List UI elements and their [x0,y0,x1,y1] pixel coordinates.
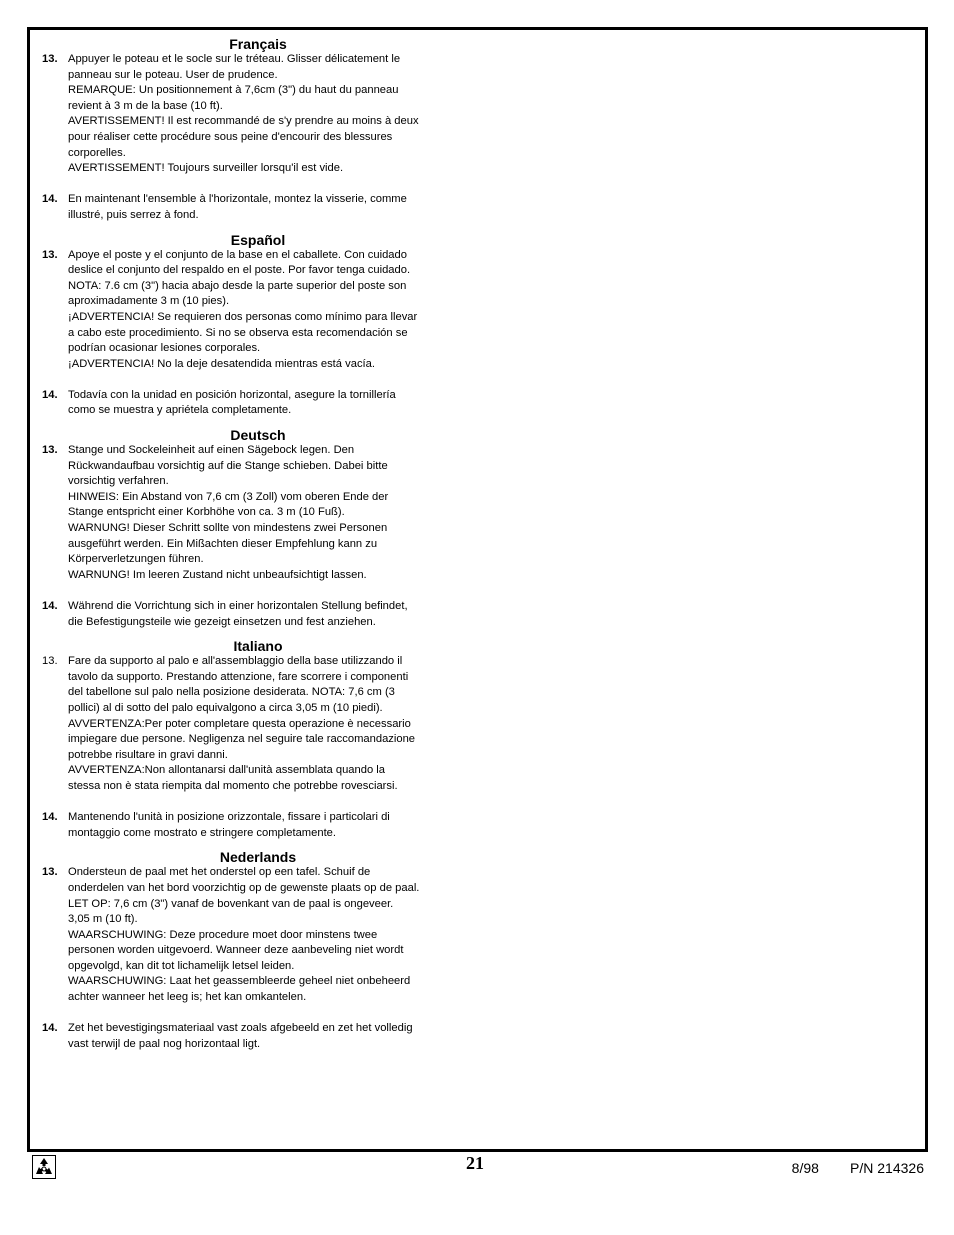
step-item [42,52,474,177]
step-text-line: Fare da supporto al palo e all'assemblaggio della base utilizzando il [68,655,403,668]
section-title: Français [229,36,287,52]
section-spacer [42,419,474,427]
step-number: 13. [42,53,58,65]
step-item [42,443,474,583]
step-text-line: illustré, puis serrez à fond. [68,208,199,221]
step-item [42,1021,474,1052]
step-text-line: die Befestigungsteile wie gezeigt einsetzen und fest anziehen. [68,615,376,628]
step-number: 14. [42,388,58,401]
language-section [42,36,474,224]
step-number: 13. [42,866,58,879]
step-text-line: WARNUNG! Im leeren Zustand nicht unbeaufsichtigt lassen. [68,568,367,581]
step-text-line: En maintenant l'ensemble à l'horizontale, montez la visserie, comme [68,193,407,206]
step-text-line: REMARQUE: Un positionnement à 7,6cm (3") du haut du panneau [68,84,399,97]
step-text-line: onderdelen van het bord voorzichtig op de gewenste plaats op de paal. [68,881,420,894]
step-number: 13. [42,444,58,457]
step-text-line: Apoye el poste y el conjunto de la base en el caballete. Con cuidado [68,248,407,261]
step-text-line: deslice el conjunto del respaldo en el poste. Por favor tenga cuidado. [68,264,411,277]
language-section [42,849,474,1052]
step-number: 14. [42,193,58,206]
step-text-line: AVVERTENZA:Per poter completare questa operazione è necessario [68,717,411,730]
step-text-line: opgevolgd, kan dit tot lichamelijk letsel leiden. [68,959,295,972]
step-item [42,599,474,630]
section-title: Deutsch [230,427,286,444]
language-section [42,232,474,420]
step-text-line: tavolo da supporto. Prestando attenzione, fare scorrere i componenti [68,670,409,683]
language-section [42,638,474,841]
item-spacer [42,795,474,811]
step-text-line: AVVERTENZA:Non allontanarsi dall'unità assemblata quando la [68,764,386,777]
step-text-line: del tabellone sul palo nella posizione desiderata. NOTA: 7,6 cm (3 [68,686,395,699]
step-text-line: Todavía con la unidad en posición horizontal, asegure la tornillería [68,388,396,401]
item-spacer [42,177,474,193]
step-text-line: Ondersteun de paal met het onderstel op een tafel. Schuif de [68,866,371,879]
step-text-line: 3,05 m (10 ft). [68,913,138,926]
section-title: Nederlands [219,849,297,866]
step-text-line: potrebbe risultare in gravi danni. [68,748,228,761]
page-frame [27,27,928,1152]
section-title: Español [230,231,286,248]
step-item [42,654,474,794]
step-text-line: revient à 3 m de la base (10 ft). [68,99,223,112]
page-number: 21 [466,1153,484,1173]
step-text-line: impiegare due persone. Negligenza nel seguire tale raccomandazione [68,733,416,746]
step-text-line: pour réaliser cette procédure sous peine d'encourir des blessures [68,130,393,143]
item-spacer [42,372,474,388]
step-text-line: vorsichtig verfahren. [68,475,169,488]
step-text-line: Körperverletzungen führen. [68,553,204,566]
recycle-icon [32,1155,56,1179]
step-text-line: AVERTISSEMENT! Il est recommandé de s'y prendre au moins à deux [68,115,419,128]
footer-info [792,1160,924,1176]
footer-date: 8/98 [791,1160,819,1176]
step-text-line: HINWEIS: Ein Abstand von 7,6 cm (3 Zoll) vom oberen Ende der [68,490,389,503]
step-text-line: Mantenendo l'unità in posizione orizzontale, fissare i particolari di [68,811,390,824]
step-number: 13. [42,655,58,668]
section-title: Italiano [233,638,283,655]
step-text-line: Stange und Sockeleinheit auf einen Sägebock legen. Den [68,444,355,457]
step-text-line: pollici) al di sotto del palo equivalgono a circa 3,05 m (10 piedi). [68,701,383,714]
step-text-line: Rückwandaufbau vorsichtig auf die Stange schieben. Dabei bitte [68,459,388,472]
step-text-line: Stange entspricht einer Korbhöhe von ca. 3 m (10 Fuß). [68,506,345,519]
step-text-line: montaggio come mostrato e stringere completamente. [68,826,337,839]
step-text-line: Zet het bevestigingsmateriaal vast zoals afgebeeld en zet het volledig [68,1022,413,1035]
step-text-line: corporelles. [68,146,126,159]
step-number: 14. [42,1022,58,1035]
step-text-line: podrían ocasionar lesiones corporales. [68,342,261,355]
step-text-line: NOTA: 7.6 cm (3") hacia abajo desde la parte superior del poste son [68,279,407,292]
language-section [42,427,474,630]
step-item [42,248,474,373]
step-item [42,388,474,419]
step-text-line: ¡ADVERTENCIA! No la deje desatendida mientras está vacía. [68,357,375,370]
step-text-line: ¡ADVERTENCIA! Se requieren dos personas como mínimo para llevar [68,310,418,323]
step-number: 14. [42,811,58,824]
step-text-line: aproximadamente 3 m (10 pies). [68,295,230,308]
step-item [42,810,474,841]
step-text-line: como se muestra y apriétela completamente. [68,404,292,417]
step-number: 14. [42,600,58,612]
item-spacer [42,1006,474,1022]
item-spacer [42,583,474,599]
step-text-line: WAARSCHUWING: Laat het geassembleerde geheel niet onbeheerd [68,975,411,988]
step-text-line: stessa non è stata riempita dal momento che potrebbe rovesciarsi. [68,779,398,792]
step-text-line: vast terwijl de paal nog horizontaal ligt. [68,1037,261,1050]
step-item [42,865,474,1005]
step-text-line: WARNUNG! Dieser Schritt sollte von mindestens zwei Personen [68,522,388,535]
step-text-line: panneau sur le poteau. User de prudence. [68,68,278,81]
step-text-line: AVERTISSEMENT! Toujours surveiller lorsqu'il est vide. [68,162,344,175]
step-text-line: personen worden uitgevoerd. Wanneer deze aanbeveling niet wordt [68,944,404,957]
section-spacer [42,630,474,638]
part-number: P/N 214326 [850,1160,924,1176]
step-text-line: a cabo este procedimiento. Si no se observa esta recomendación se [68,326,408,339]
step-text-line: ausgeführt werden. Ein Mißachten dieser Empfehlung kann zu [68,537,378,550]
step-text-line: LET OP: 7,6 cm (3") vanaf de bovenkant van de paal is ongeveer. [68,897,394,910]
step-text-line: achter wanneer het leeg is; het kan omkantelen. [68,991,307,1004]
step-text-line: Appuyer le poteau et le socle sur le tréteau. Glisser délicatement le [68,53,401,65]
step-item [42,192,474,223]
instructions-column [42,36,474,1052]
section-spacer [42,841,474,849]
step-text-line: Während die Vorrichtung sich in einer horizontalen Stellung befindet, [68,600,408,612]
step-number: 13. [42,248,58,261]
section-spacer [42,224,474,232]
step-text-line: WAARSCHUWING: Deze procedure moet door minstens twee [68,928,378,941]
